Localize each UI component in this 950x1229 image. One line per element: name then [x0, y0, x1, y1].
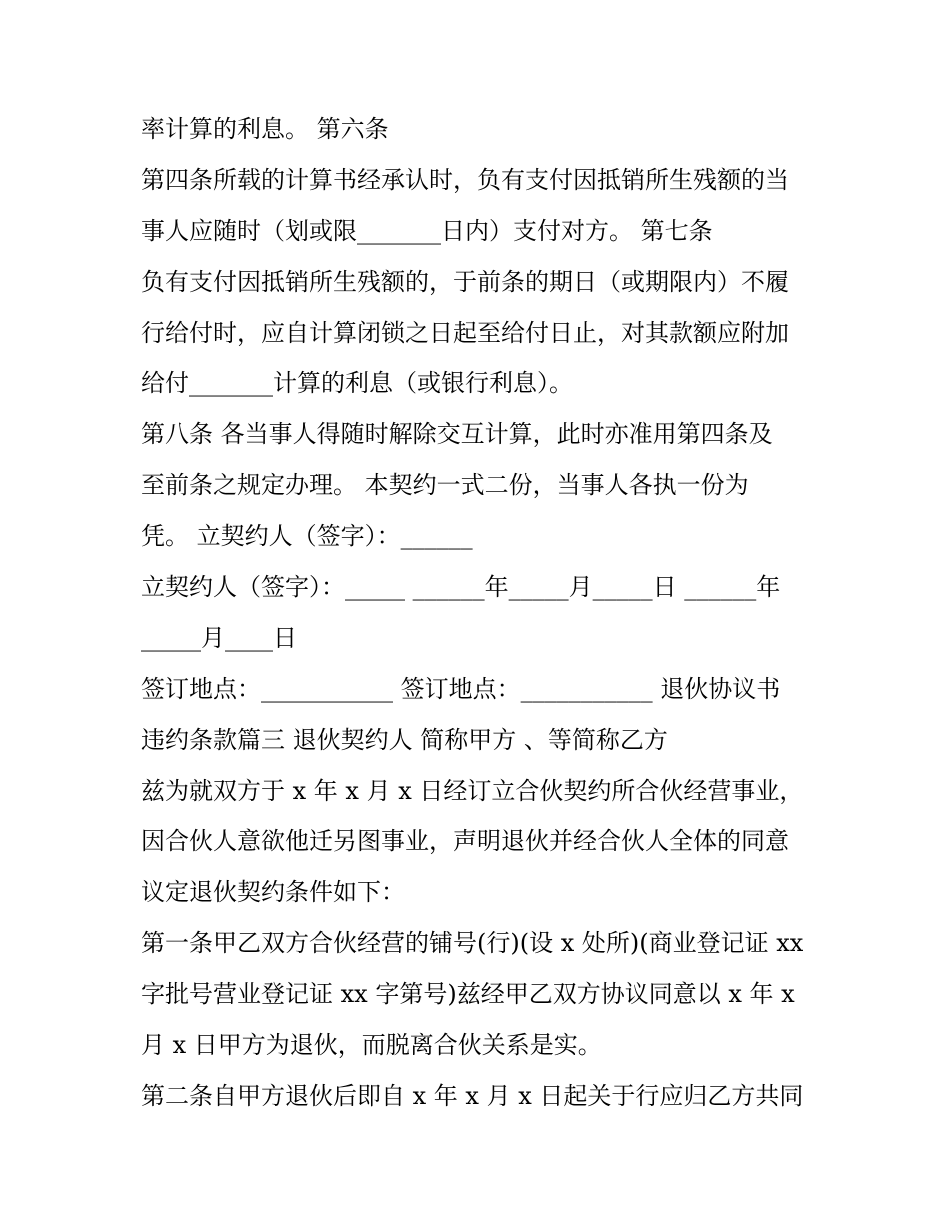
text-line: 字批号营业登记证 xx 字第号)兹经甲乙双方协议同意以 x 年 x	[141, 980, 795, 1009]
text-line: 月 x 日甲方为退伙，而脱离合伙关系是实。	[141, 1031, 602, 1060]
text-line: 第四条所载的计算书经承认时，负有支付因抵销所生残额的当	[141, 165, 789, 194]
text-line: 议定退伙契约条件如下：	[141, 878, 405, 907]
text-line: 给付_______计算的利息（或银行利息）。	[141, 369, 573, 398]
text-line: 因合伙人意欲他迁另图事业，声明退伙并经合伙人全体的同意	[141, 827, 789, 856]
text-line: 第二条自甲方退伙后即自 x 年 x 月 x 日起关于行应归乙方共同	[141, 1081, 804, 1110]
document-body	[141, 104, 831, 1122]
text-line: 率计算的利息。 第六条	[141, 115, 389, 143]
text-line: 第八条 各当事人得随时解除交互计算，此时亦准用第四条及	[141, 420, 773, 449]
text-line: 立契约人（签字）：_____ ______年_____月_____日 ______年	[141, 573, 781, 602]
text-line: 违约条款篇三 退伙契约人 简称甲方 、等简称乙方	[141, 725, 668, 754]
text-line: 第一条甲乙双方合伙经营的铺号(行)(设 x 处所)(商业登记证 xx	[141, 929, 804, 958]
text-line: 事人应随时（划或限_______日内）支付对方。 第七条	[141, 216, 713, 245]
text-line: 签订地点：___________ 签订地点：___________ 退伙协议书	[141, 674, 781, 703]
text-line: _____月____日	[141, 623, 297, 652]
text-line: 兹为就双方于 x 年 x 月 x 日经订立合伙契约所合伙经营事业，	[141, 776, 804, 805]
text-line: 负有支付因抵销所生残额的，于前条的期日（或期限内）不履	[141, 267, 789, 296]
text-line: 行给付时，应自计算闭锁之日起至给付日止，对其款额应附加	[141, 318, 789, 347]
text-line: 凭。 立契约人（签字）：______	[141, 522, 473, 551]
text-line: 至前条之规定办理。 本契约一式二份，当事人各执一份为	[141, 471, 749, 500]
